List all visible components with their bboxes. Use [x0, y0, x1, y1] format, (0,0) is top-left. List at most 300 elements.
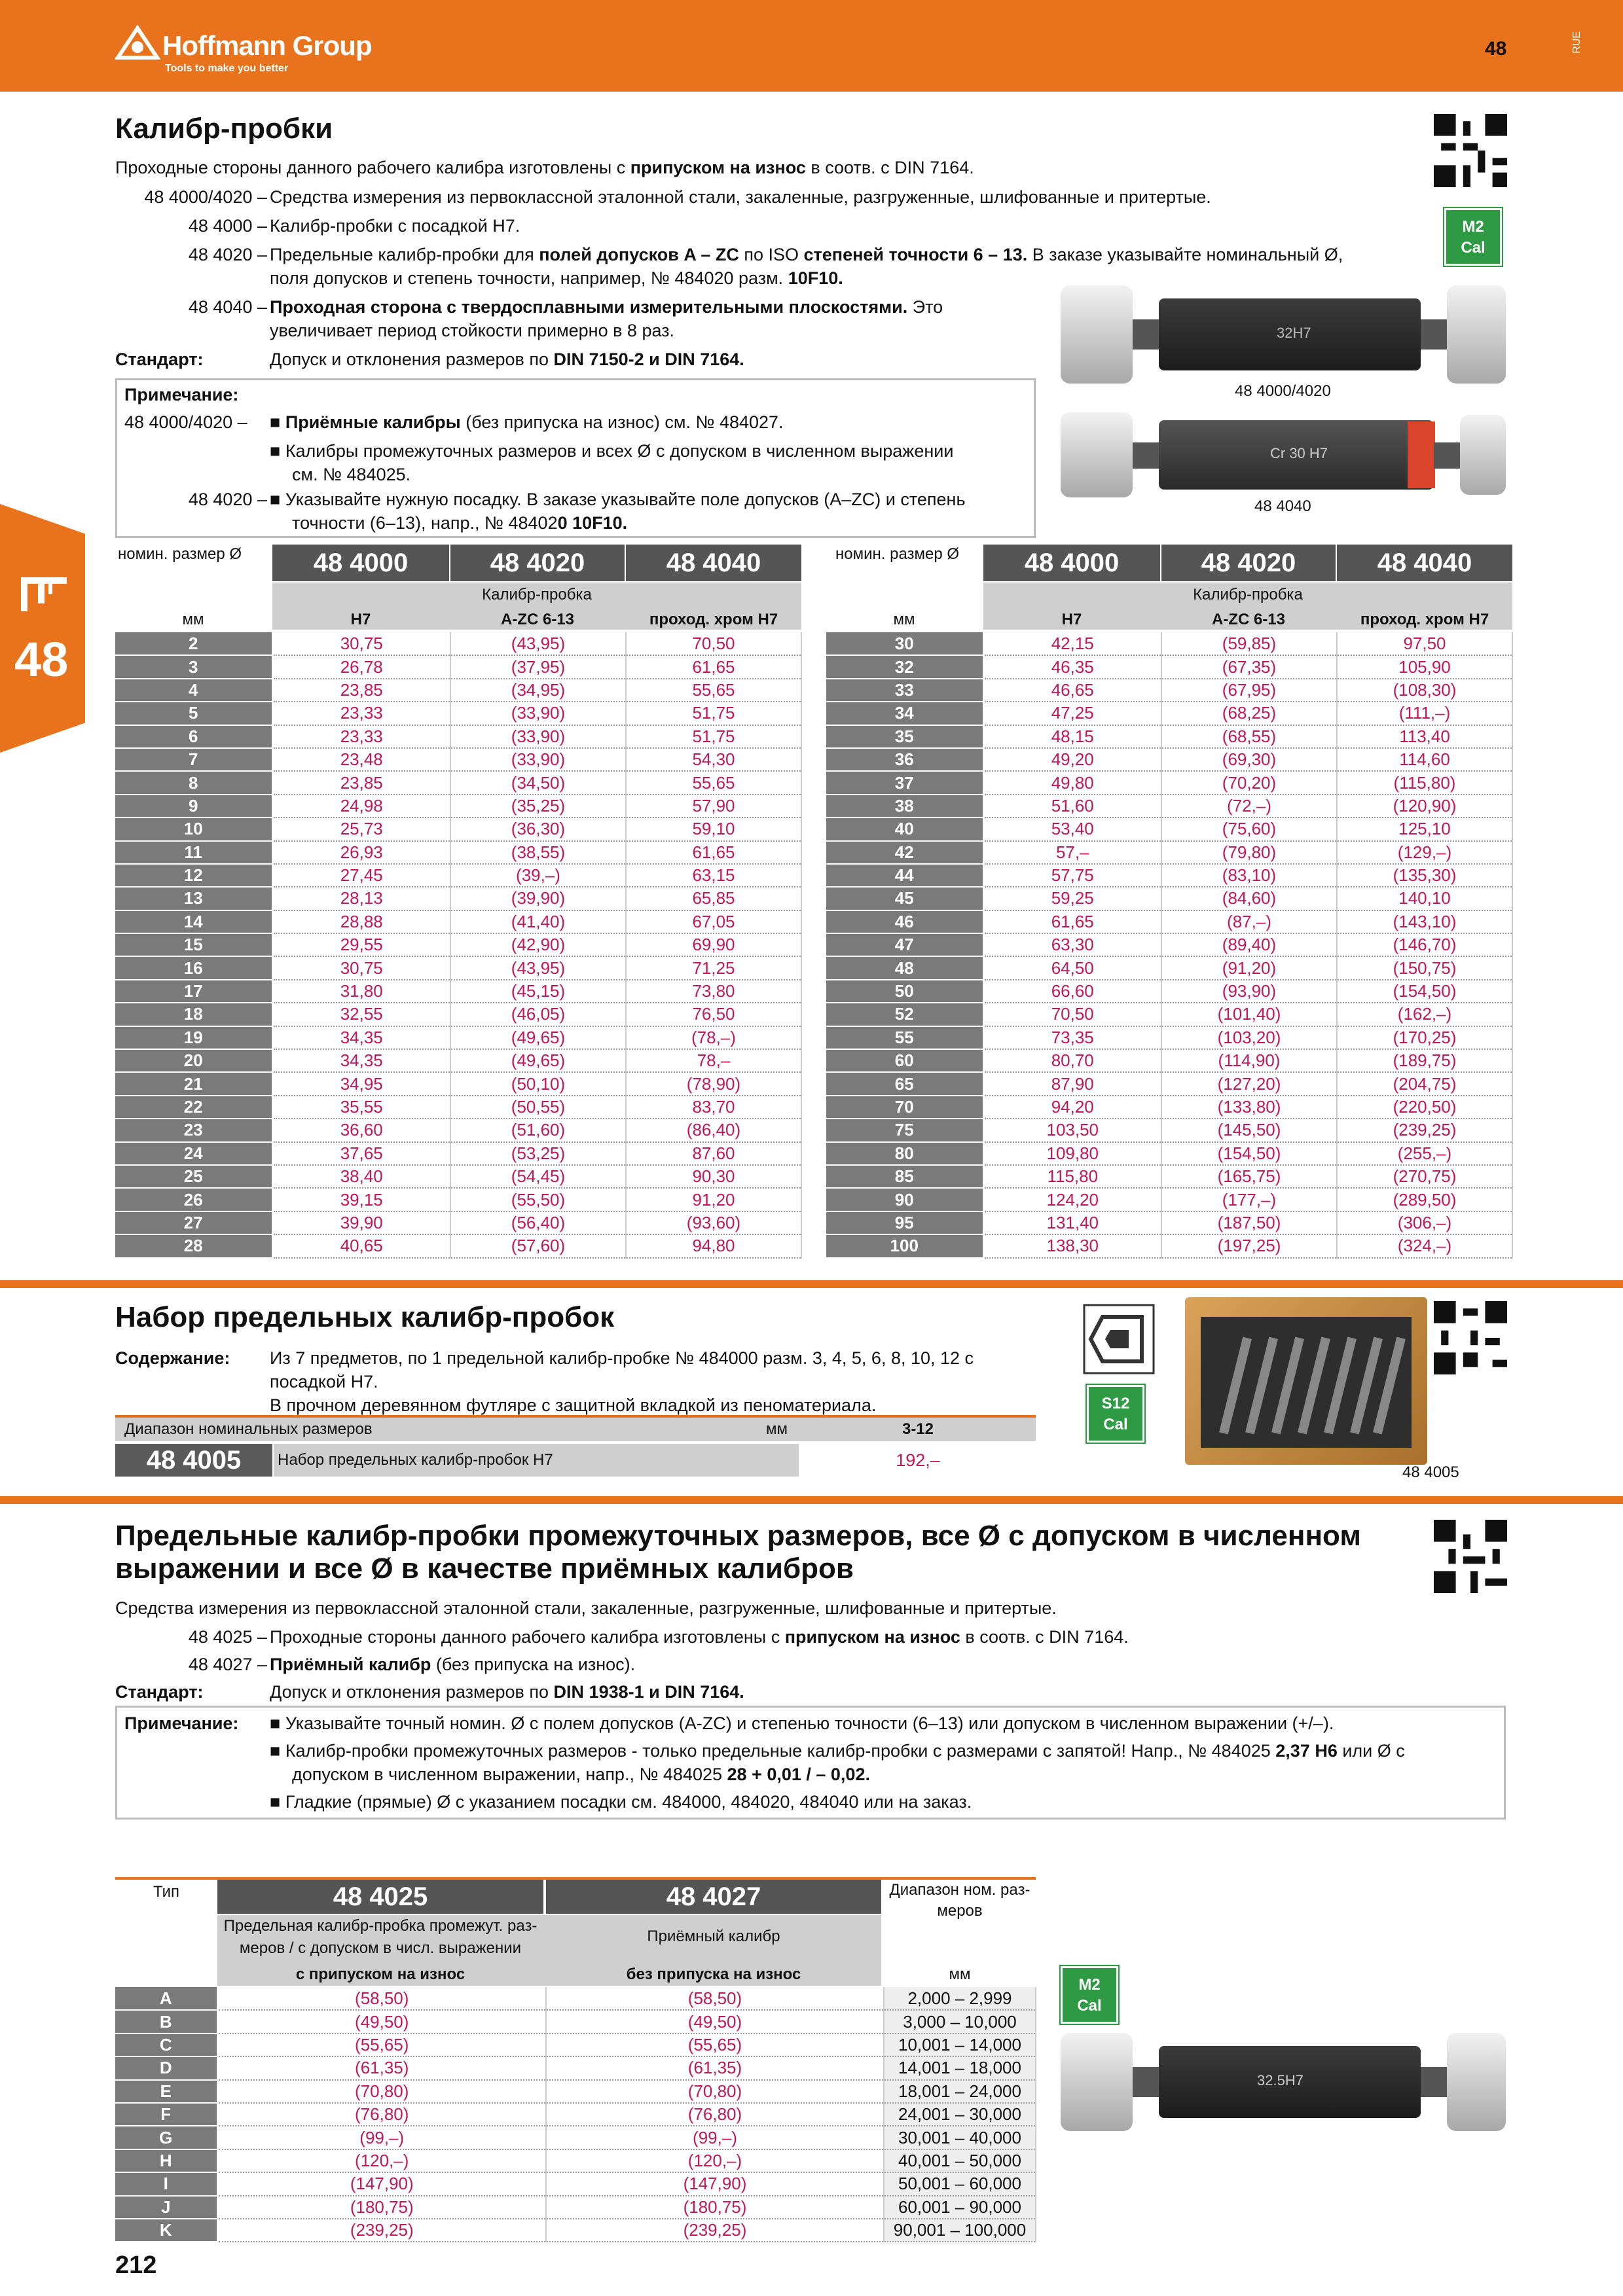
cell-value: 70,50: [626, 632, 801, 655]
cell-value: (43,95): [450, 632, 626, 655]
hoffmann-logo-icon: [115, 25, 160, 60]
row-label: J: [115, 2196, 217, 2219]
cell-value: (76,80): [546, 2103, 884, 2126]
row-label: 44: [826, 864, 983, 887]
row-label: 8: [115, 771, 272, 794]
sub-group: Калибр-пробка: [1193, 586, 1303, 603]
qr-code-icon: [1434, 1520, 1507, 1593]
cell-value: 26,78: [272, 655, 450, 678]
row-label: 35: [826, 725, 983, 748]
cell-value: (187,50): [1161, 1211, 1337, 1234]
table-left-header: [115, 545, 801, 581]
row-label: 25: [115, 1165, 272, 1188]
col-484020: 48 4020: [1161, 545, 1336, 581]
cell-value: (61,35): [217, 2056, 546, 2079]
table-row: [115, 2196, 1036, 2219]
cell-value: 61,65: [626, 841, 801, 864]
cell-value: (49,50): [546, 2010, 884, 2033]
cell-value: 59,10: [626, 817, 801, 840]
unit: мм: [949, 1965, 971, 1983]
cell-value: (99,–): [546, 2126, 884, 2149]
cell-value: 138,30: [983, 1234, 1161, 1257]
image-caption: 48 4000/4020: [1235, 382, 1331, 400]
sub-chrome: проход. хром H7: [1360, 611, 1489, 628]
section1-title: Калибр-пробки: [115, 113, 333, 145]
section-number: 48: [14, 632, 69, 687]
cell-value: (61,35): [546, 2056, 884, 2079]
desc-484027: Приёмный калибр: [647, 1928, 780, 1945]
article-price: 192,–: [896, 1450, 940, 1470]
table-row: [826, 1003, 1512, 1026]
cell-value: (154,50): [1161, 1142, 1337, 1165]
row-label: 32: [826, 655, 983, 678]
cell-value: (180,75): [546, 2196, 884, 2219]
table-row: [826, 1072, 1512, 1095]
row-label: 70: [826, 1096, 983, 1119]
table-row: [826, 1026, 1512, 1049]
standard-text: Допуск и отклонения размеров по DIN 7150-2 и DIN 7164.: [270, 350, 744, 369]
cell-value: (55,65): [546, 2034, 884, 2056]
row-label: 90: [826, 1188, 983, 1211]
cell-value: (129,–): [1337, 841, 1512, 864]
cell-value: (289,50): [1337, 1188, 1512, 1211]
table-row: [115, 864, 801, 887]
row-label: 2: [115, 632, 272, 655]
row-label: 40: [826, 817, 983, 840]
cell-value: 37,65: [272, 1142, 450, 1165]
content-text: Из 7 предметов, по 1 предельной калибр-пробке № 484000 разм. 3, 4, 5, 6, 8, 10, 12 с: [270, 1348, 974, 1368]
cell-value: (239,25): [546, 2219, 884, 2242]
cell-value: 65,85: [626, 887, 801, 910]
cell-value: (120,–): [546, 2149, 884, 2172]
table-row: [115, 1072, 801, 1095]
cell-value: (154,50): [1337, 980, 1512, 1003]
desc-484025-cont: меров / с допуском в числ. выражении: [239, 1939, 522, 1957]
cell-value: (93,60): [626, 1211, 801, 1234]
cell-value: (133,80): [1161, 1096, 1337, 1119]
cell-value: (162,–): [1337, 1003, 1512, 1026]
row-label: 80: [826, 1142, 983, 1165]
row-label: 47: [826, 933, 983, 956]
row-label: 26: [115, 1188, 272, 1211]
table-row: [115, 702, 801, 725]
cell-value: (42,90): [450, 933, 626, 956]
table-row: [115, 2126, 1036, 2149]
cell-value: 124,20: [983, 1188, 1161, 1211]
ref-text: увеличивает период стойкости примерно в 8 раз.: [270, 321, 675, 340]
cell-value: (70,80): [546, 2080, 884, 2103]
cell-value: (83,10): [1161, 864, 1337, 887]
page-number-bottom: 212: [115, 2251, 157, 2279]
row-label: 100: [826, 1234, 983, 1257]
qr-code-icon: [1434, 1301, 1507, 1374]
table-row: [826, 1096, 1512, 1119]
cell-value: 50,001 – 60,000: [884, 2172, 1036, 2195]
cell-value: (33,90): [450, 702, 626, 725]
cell-value: 24,001 – 30,000: [884, 2103, 1036, 2126]
cell-value: 23,85: [272, 771, 450, 794]
cell-value: (120,–): [217, 2149, 546, 2172]
cell-value: 54,30: [626, 748, 801, 771]
cell-value: (115,80): [1337, 771, 1512, 794]
cell-value: (103,20): [1161, 1026, 1337, 1049]
row-label: 46: [826, 910, 983, 933]
table-row: [115, 910, 801, 933]
col-484020: 48 4020: [450, 545, 625, 581]
col-nominal-size: номин. размер Ø: [118, 545, 242, 563]
gauge-image-484025: [1061, 2033, 1506, 2131]
row-label: 36: [826, 748, 983, 771]
cell-value: (111,–): [1337, 702, 1512, 725]
sub-azc: A-ZC 6-13: [500, 611, 575, 628]
cell-value: (41,40): [450, 910, 626, 933]
table-right-header: [826, 545, 1512, 581]
row-label: 11: [115, 841, 272, 864]
cell-value: (197,25): [1161, 1234, 1337, 1257]
brand-tagline: Tools to make you better: [165, 63, 289, 74]
row-label: 27: [115, 1211, 272, 1234]
cell-value: (33,90): [450, 725, 626, 748]
row-label: 21: [115, 1072, 272, 1095]
row-label: 10: [115, 817, 272, 840]
size-price-table-left: [115, 632, 802, 1259]
row-label: B: [115, 2010, 217, 2033]
standard-label: Стандарт:: [115, 1682, 204, 1702]
gauge-marking: Cr 30 H7: [1270, 445, 1328, 461]
cell-value: (220,50): [1337, 1096, 1512, 1119]
table-row: [826, 725, 1512, 748]
table-row: [115, 933, 801, 956]
cell-value: (36,30): [450, 817, 626, 840]
cell-value: (75,60): [1161, 817, 1337, 840]
cell-value: 51,75: [626, 702, 801, 725]
table-row: [115, 956, 801, 979]
cell-value: (53,25): [450, 1142, 626, 1165]
cell-value: 71,25: [626, 956, 801, 979]
cell-value: (67,95): [1161, 679, 1337, 702]
table-row: [115, 2149, 1036, 2172]
cell-value: (120,90): [1337, 795, 1512, 817]
cell-value: (59,85): [1161, 632, 1337, 655]
m2-cal-badge: M2 Cal: [1444, 208, 1502, 266]
row-label: 4: [115, 679, 272, 702]
table-row: [826, 864, 1512, 887]
range-value: 3-12: [902, 1420, 934, 1438]
table-row: [826, 910, 1512, 933]
ref-484000-4020: 48 4000/4020 –: [144, 187, 267, 207]
cell-value: (49,65): [450, 1049, 626, 1072]
cell-value: (58,50): [546, 1987, 884, 2010]
content-text: посадкой H7.: [270, 1372, 378, 1391]
gauge-image-484000: [1061, 285, 1506, 384]
cell-value: 80,70: [983, 1049, 1161, 1072]
cell-value: 30,75: [272, 956, 450, 979]
cell-value: 34,95: [272, 1072, 450, 1095]
row-label: 52: [826, 1003, 983, 1026]
cell-value: (324,–): [1337, 1234, 1512, 1257]
unit: мм: [893, 611, 915, 628]
note-item: ■ Указывайте нужную посадку. В заказе указывайте поле допусков (A–ZC) и степень: [270, 490, 966, 509]
cell-value: 25,73: [272, 817, 450, 840]
cell-value: 38,40: [272, 1165, 450, 1188]
note-label: Примечание:: [124, 1713, 239, 1733]
cell-value: (180,75): [217, 2196, 546, 2219]
cell-value: (165,75): [1161, 1165, 1337, 1188]
row-label: 9: [115, 795, 272, 817]
cell-value: 23,33: [272, 702, 450, 725]
section-divider: [0, 1496, 1623, 1504]
cell-value: 51,60: [983, 795, 1161, 817]
row-label: 23: [115, 1119, 272, 1141]
row-label: 42: [826, 841, 983, 864]
cell-value: 23,85: [272, 679, 450, 702]
cell-value: (89,40): [1161, 933, 1337, 956]
note-item: ■ Калибры промежуточных размеров и всех Ø с допуском в численном выражении: [270, 441, 954, 461]
sub-group: Калибр-пробка: [482, 586, 592, 603]
row-label: 18: [115, 1003, 272, 1026]
col-484040: 48 4040: [626, 545, 801, 581]
row-label: 33: [826, 679, 983, 702]
note-ref: 48 4020 –: [188, 490, 267, 509]
cell-value: 29,55: [272, 933, 450, 956]
article-description: Набор предельных калибр-пробок H7: [278, 1451, 553, 1469]
cell-value: 35,55: [272, 1096, 450, 1119]
cell-value: (70,80): [217, 2080, 546, 2103]
cell-value: 114,60: [1337, 748, 1512, 771]
cell-value: 73,35: [983, 1026, 1161, 1049]
table-row: [826, 655, 1512, 678]
table-row: [115, 1987, 1036, 2010]
table-row: [826, 817, 1512, 840]
table-row: [115, 2172, 1036, 2195]
gauge-set-case-image: [1185, 1297, 1427, 1465]
col-484027: 48 4027: [546, 1880, 881, 1914]
row-label: 14: [115, 910, 272, 933]
language-code: RUE: [1571, 31, 1582, 54]
cell-value: 28,88: [272, 910, 450, 933]
cell-value: (37,95): [450, 655, 626, 678]
cell-value: 14,001 – 18,000: [884, 2056, 1036, 2079]
cell-value: (57,60): [450, 1234, 626, 1257]
row-label: 34: [826, 702, 983, 725]
table-row: [115, 679, 801, 702]
cell-value: (35,25): [450, 795, 626, 817]
table-row: [115, 1165, 801, 1188]
range-unit: мм: [766, 1420, 788, 1438]
range-label: Диапазон номинальных размеров: [124, 1420, 373, 1438]
cell-value: 59,25: [983, 887, 1161, 910]
cell-value: 34,35: [272, 1026, 450, 1049]
cell-value: 66,60: [983, 980, 1161, 1003]
sub-h7: H7: [1061, 611, 1082, 628]
row-label: E: [115, 2080, 217, 2103]
cell-value: 87,60: [626, 1142, 801, 1165]
section3-title-line2: выражении и все Ø в качестве приёмных калибров: [115, 1552, 854, 1585]
cell-value: 31,80: [272, 980, 450, 1003]
row-label: 65: [826, 1072, 983, 1095]
gauge-image-484040: [1061, 412, 1506, 497]
cell-value: (49,65): [450, 1026, 626, 1049]
col-484040: 48 4040: [1337, 545, 1512, 581]
table-row: [115, 771, 801, 794]
cell-value: (189,75): [1337, 1049, 1512, 1072]
cell-value: (39,90): [450, 887, 626, 910]
row-label: 3: [115, 655, 272, 678]
cell-value: (67,35): [1161, 655, 1337, 678]
ref-484020: 48 4020 –: [188, 245, 267, 264]
table-row: [826, 887, 1512, 910]
ref-text: Предельные калибр-пробки для полей допусков A – ZC по ISO степеней точности 6 – 13. В заказе указывайте номинальный Ø,: [270, 245, 1343, 264]
table-row: [115, 1188, 801, 1211]
section-divider: [0, 1280, 1623, 1288]
row-label: 20: [115, 1049, 272, 1072]
cell-value: (86,40): [626, 1119, 801, 1141]
cell-value: 63,30: [983, 933, 1161, 956]
content-text: В прочном деревянном футляре с защитной вкладкой из пеноматериала.: [270, 1395, 877, 1415]
row-label: 5: [115, 702, 272, 725]
cell-value: 67,05: [626, 910, 801, 933]
row-label: 55: [826, 1026, 983, 1049]
cell-value: (204,75): [1337, 1072, 1512, 1095]
note-item: ■ Указывайте точный номин. Ø с полем допусков (A-ZC) и степенью точности (6–13) или допуском в численном выражении (+/–).: [270, 1713, 1334, 1733]
row-label: 17: [115, 980, 272, 1003]
cell-value: 76,50: [626, 1003, 801, 1026]
table-row: [826, 1049, 1512, 1072]
cell-value: 70,50: [983, 1003, 1161, 1026]
cell-value: 57,75: [983, 864, 1161, 887]
row-label: 85: [826, 1165, 983, 1188]
image-caption: 48 4040: [1254, 497, 1311, 515]
cell-value: 115,80: [983, 1165, 1161, 1188]
row-label: K: [115, 2219, 217, 2242]
cell-value: 78,–: [626, 1049, 801, 1072]
cell-value: 24,98: [272, 795, 450, 817]
gauge-set-symbol-icon: [1083, 1304, 1155, 1374]
cell-value: 42,15: [983, 632, 1161, 655]
table-row: [826, 679, 1512, 702]
cell-value: (50,55): [450, 1096, 626, 1119]
row-label: 22: [115, 1096, 272, 1119]
sub-h7: H7: [350, 611, 371, 628]
row-label: G: [115, 2126, 217, 2149]
cell-value: (78,–): [626, 1026, 801, 1049]
cell-value: 90,30: [626, 1165, 801, 1188]
row-label: 15: [115, 933, 272, 956]
cell-value: (146,70): [1337, 933, 1512, 956]
qr-code-icon: [1434, 114, 1507, 187]
col-nominal-size: номин. размер Ø: [835, 545, 960, 563]
cell-value: 64,50: [983, 956, 1161, 979]
note-item: допуском в численном выражении, напр., № 484025 28 + 0,01 / – 0,02.: [292, 1765, 870, 1784]
ref-text: поля допусков и степень точности, например, № 484020 разм. 10F10.: [270, 268, 843, 288]
table-row: [115, 1142, 801, 1165]
cell-value: 10,001 – 14,000: [884, 2034, 1036, 2056]
col-484000: 48 4000: [272, 545, 449, 581]
row-label: F: [115, 2103, 217, 2126]
note-ref: 48 4000/4020 –: [124, 412, 247, 432]
cell-value: 83,70: [626, 1096, 801, 1119]
table-row: [115, 887, 801, 910]
table-row: [115, 841, 801, 864]
caliper-icon: [16, 569, 71, 615]
table-row: [115, 1003, 801, 1026]
cell-value: 30,75: [272, 632, 450, 655]
note-item: ■ Калибр-пробки промежуточных размеров - только предельные калибр-пробки с размерами с запятой! Напр., № 484025 2,37 H6 или Ø с: [270, 1741, 1405, 1761]
ref-484027: 48 4027 –: [188, 1655, 267, 1674]
cell-value: (51,60): [450, 1119, 626, 1141]
table-row: [115, 2103, 1036, 2126]
cell-value: 90,001 – 100,000: [884, 2219, 1036, 2242]
cell-value: (127,20): [1161, 1072, 1337, 1095]
cell-value: (50,10): [450, 1072, 626, 1095]
cell-value: (46,05): [450, 1003, 626, 1026]
content-label: Содержание:: [115, 1348, 230, 1368]
m2-cal-badge: M2 Cal: [1061, 1966, 1118, 2024]
cell-value: 46,65: [983, 679, 1161, 702]
ref-text: Проходная сторона с твердосплавными измерительными плоскостями. Это: [270, 297, 943, 317]
ref-text: Средства измерения из первоклассной эталонной стали, закаленные, разгруженные, шлифованные и притертые.: [270, 187, 1211, 207]
note-item: см. № 484025.: [292, 465, 411, 484]
cell-value: (239,25): [1337, 1119, 1512, 1141]
row-label: 48: [826, 956, 983, 979]
cell-value: 26,93: [272, 841, 450, 864]
cell-value: (145,50): [1161, 1119, 1337, 1141]
row-label: 16: [115, 956, 272, 979]
table-row: [115, 1234, 801, 1257]
table-row: [115, 1026, 801, 1049]
sub-with-allowance: с припуском на износ: [295, 1965, 465, 1983]
row-label: 45: [826, 887, 983, 910]
gauge-marking: 32H7: [1277, 325, 1311, 341]
row-label: 50: [826, 980, 983, 1003]
row-label: 19: [115, 1026, 272, 1049]
cell-value: 36,60: [272, 1119, 450, 1141]
cell-value: 97,50: [1337, 632, 1512, 655]
unit: мм: [182, 611, 204, 628]
cell-value: (255,–): [1337, 1142, 1512, 1165]
cell-value: 55,65: [626, 771, 801, 794]
cell-value: 23,33: [272, 725, 450, 748]
cell-value: (150,75): [1337, 956, 1512, 979]
cell-value: 113,40: [1337, 725, 1512, 748]
cell-value: (101,40): [1161, 1003, 1337, 1026]
cell-value: 55,65: [626, 679, 801, 702]
cell-value: (34,95): [450, 679, 626, 702]
row-label: 6: [115, 725, 272, 748]
cell-value: (49,50): [217, 2010, 546, 2033]
cell-value: 131,40: [983, 1211, 1161, 1234]
table-row: [826, 956, 1512, 979]
cell-value: (135,30): [1337, 864, 1512, 887]
row-label: 95: [826, 1211, 983, 1234]
sub-without-allowance: без припуска на износ: [626, 1965, 801, 1983]
ref-484040: 48 4040 –: [188, 297, 267, 317]
cell-value: (177,–): [1161, 1188, 1337, 1211]
cell-value: (34,50): [450, 771, 626, 794]
cell-value: (39,–): [450, 864, 626, 887]
cell-value: 57,–: [983, 841, 1161, 864]
article-484005: 48 4005: [115, 1444, 272, 1477]
table-row: [826, 1119, 1512, 1141]
cell-value: 140,10: [1337, 887, 1512, 910]
cell-value: (76,80): [217, 2103, 546, 2126]
note-item: ■ Гладкие (прямые) Ø с указанием посадки см. 484000, 484020, 484040 или на заказ.: [270, 1792, 972, 1812]
cell-value: (239,25): [217, 2219, 546, 2242]
row-label: 30: [826, 632, 983, 655]
cell-value: 69,90: [626, 933, 801, 956]
table-row: [115, 2056, 1036, 2079]
cell-value: (56,40): [450, 1211, 626, 1234]
